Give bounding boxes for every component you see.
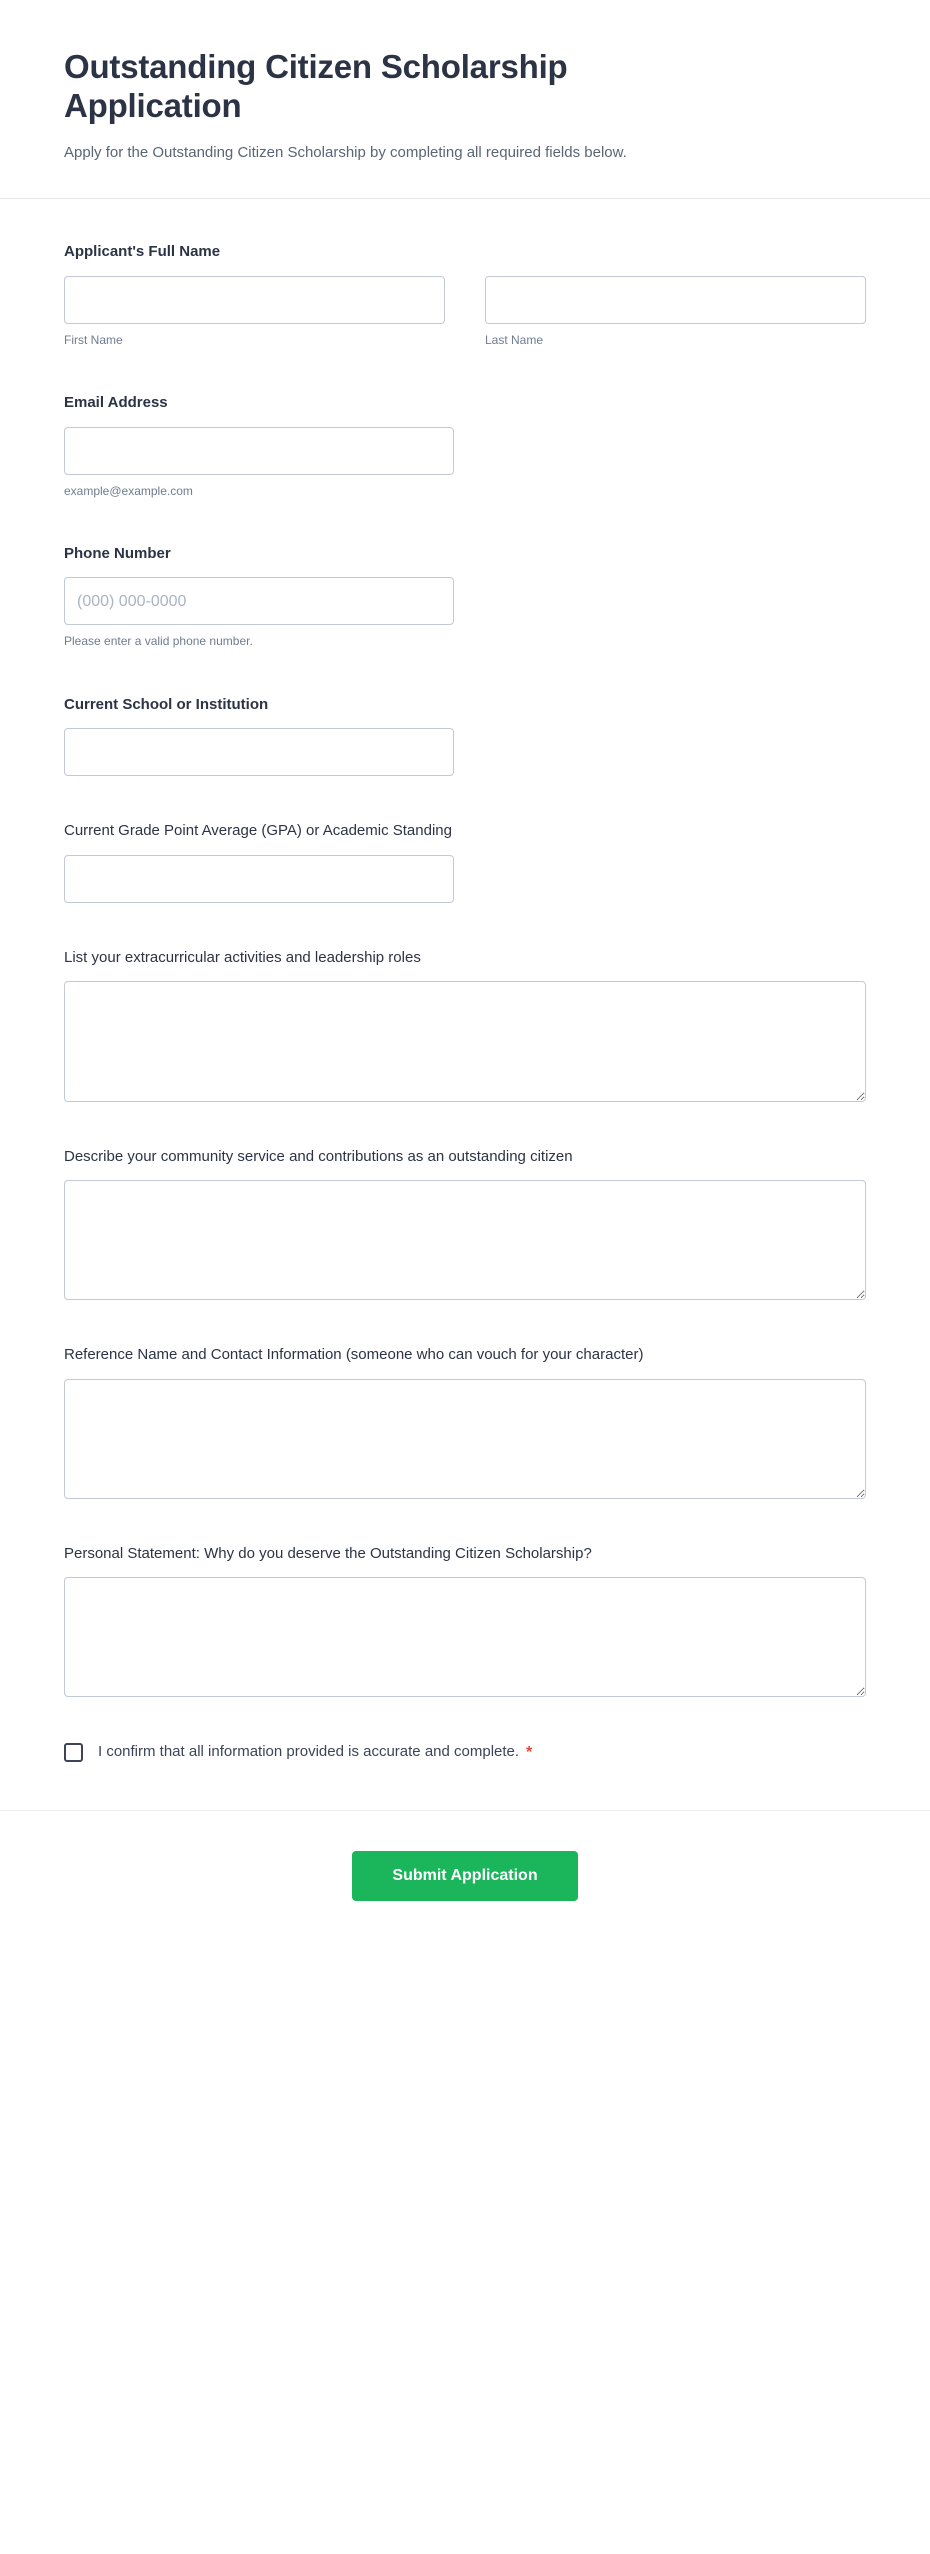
last-name-sublabel: Last Name — [485, 332, 544, 347]
first-name-group — [64, 276, 445, 349]
field-label-personal-statement: Personal Statement: Why do you deserve the Outstanding Citizen Scholarship? — [64, 1544, 592, 1562]
page-subtitle: Apply for the Outstanding Citizen Scholarship by completing all required fields below. — [64, 143, 627, 161]
first-name-input[interactable] — [64, 276, 445, 324]
field-label-reference: Reference Name and Contact Information (someone who can vouch for your character) — [64, 1346, 644, 1364]
form-body — [0, 199, 930, 1810]
phone-input[interactable] — [64, 577, 454, 625]
consent-label — [98, 1741, 532, 1764]
field-personal-statement — [64, 1543, 866, 1697]
school-input[interactable] — [64, 728, 454, 776]
field-label-full-name: Applicant's Full Name — [64, 243, 221, 261]
consent-label-text: I confirm that all information provided is accurate and complete. — [98, 1742, 520, 1760]
field-community-service — [64, 1146, 866, 1300]
form-footer — [0, 1810, 930, 1961]
page-title: Outstanding Citizen Scholarship Application — [64, 48, 568, 124]
email-input[interactable] — [64, 427, 454, 475]
form-header — [0, 0, 930, 199]
first-name-sublabel: First Name — [64, 332, 123, 347]
gpa-input[interactable] — [64, 855, 454, 903]
personal-statement-textarea[interactable] — [64, 1577, 866, 1697]
activities-textarea[interactable] — [64, 981, 866, 1102]
consent-checkbox[interactable] — [64, 1743, 83, 1762]
field-email — [64, 392, 866, 499]
field-activities — [64, 947, 866, 1102]
field-label-community-service: Describe your community service and contributions as an outstanding citizen — [64, 1147, 573, 1165]
last-name-input[interactable] — [485, 276, 866, 324]
field-reference — [64, 1344, 866, 1498]
reference-textarea[interactable] — [64, 1379, 866, 1499]
phone-sublabel: Please enter a valid phone number. — [64, 634, 253, 649]
field-full-name — [64, 241, 866, 348]
field-label-email: Email Address — [64, 394, 168, 412]
email-sublabel: example@example.com — [64, 483, 193, 498]
field-label-gpa: Current Grade Point Average (GPA) or Academic Standing — [64, 822, 452, 840]
last-name-group — [485, 276, 866, 349]
community-service-textarea[interactable] — [64, 1180, 866, 1300]
required-asterisk-icon: * — [526, 1743, 533, 1761]
field-consent — [64, 1741, 866, 1810]
field-school — [64, 694, 866, 776]
field-label-activities: List your extracurricular activities and leadership roles — [64, 948, 421, 966]
field-gpa — [64, 820, 866, 902]
field-label-school: Current School or Institution — [64, 696, 269, 714]
consent-row — [64, 1741, 866, 1764]
field-label-phone: Phone Number — [64, 545, 171, 563]
full-name-row — [64, 276, 866, 349]
field-phone — [64, 543, 866, 650]
submit-application-button[interactable]: Submit Application — [352, 1851, 578, 1901]
